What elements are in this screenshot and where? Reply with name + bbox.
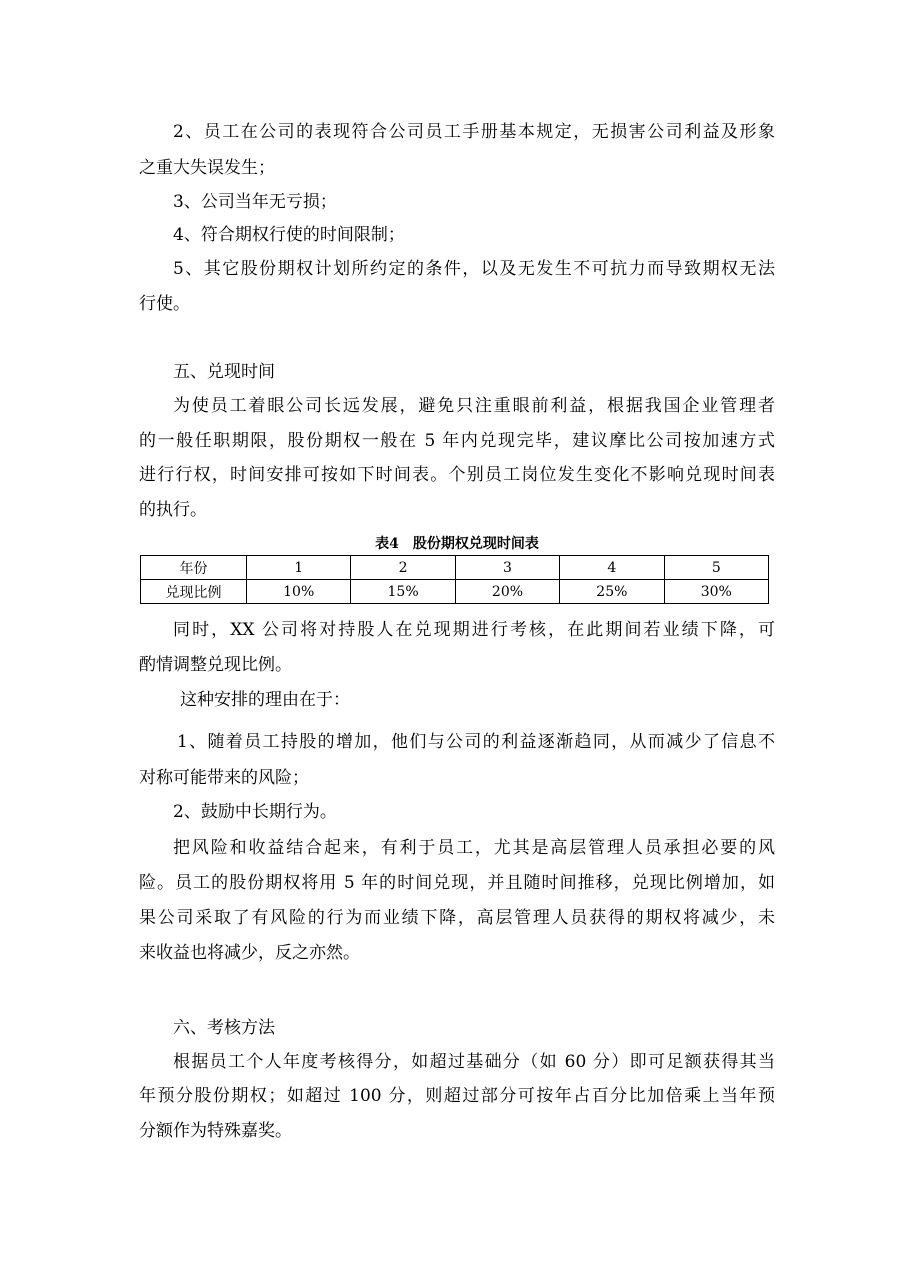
section-5-heading: 五、兑现时间 <box>173 362 275 382</box>
section-6-para-line-2: 年预分股份期权；如超过 100 分，则超过部分可按年占百分比加倍乘上当年预 <box>139 1086 775 1106</box>
risk-para-line-4: 来收益也将减少，反之亦然。 <box>139 943 360 963</box>
section-6-para-line-1: 根据员工个人年度考核得分，如超过基础分（如 60 分）即可足额获得其当 <box>173 1052 775 1072</box>
section-5-para-line-2: 的一般任职期限，股份期权一般在 5 年内兑现完毕，建议摩比公司按加速方式 <box>139 431 775 451</box>
section-5-para-line-1: 为使员工着眼公司长远发展，避免只注重眼前利益，根据我国企业管理者 <box>173 396 775 416</box>
table-cell: 4 <box>560 556 664 580</box>
table-header-cell: 兑现比例 <box>141 580 247 604</box>
section-6-para-line-3: 分额作为特殊嘉奖。 <box>139 1121 292 1141</box>
table-cell: 1 <box>247 556 351 580</box>
table-cell: 25% <box>560 580 664 604</box>
table-cell: 20% <box>455 580 559 604</box>
assessment-line-2: 酌情调整兑现比例。 <box>139 655 292 675</box>
table-cell: 10% <box>247 580 351 604</box>
table-cell: 5 <box>664 556 768 580</box>
section-5-para-line-4: 的执行。 <box>139 500 207 520</box>
condition-5-line-2: 行使。 <box>139 294 190 314</box>
reason-2: 2、鼓励中长期行为。 <box>173 802 337 822</box>
vesting-schedule-table <box>140 555 769 604</box>
table-caption: 表4 股份期权兑现时间表 <box>375 536 539 552</box>
section-6-heading: 六、考核方法 <box>173 1018 275 1038</box>
condition-4: 4、符合期权行使的时间限制； <box>173 225 405 245</box>
risk-para-line-2: 险。员工的股份期权将用 5 年的时间兑现，并且随时间推移，兑现比例增加，如 <box>139 873 775 893</box>
table-cell: 3 <box>455 556 559 580</box>
risk-para-line-3: 果公司采取了有风险的行为而业绩下降，高层管理人员获得的期权将减少，未 <box>139 908 775 928</box>
section-5-para-line-3: 进行行权，时间安排可按如下时间表。个别员工岗位发生变化不影响兑现时间表 <box>139 465 775 485</box>
condition-3: 3、公司当年无亏损； <box>173 192 337 212</box>
risk-para-line-1: 把风险和收益结合起来，有利于员工，尤其是高层管理人员承担必要的风 <box>173 838 775 858</box>
table-header-cell: 年份 <box>141 556 247 580</box>
assessment-line-1: 同时，XX 公司将对持股人在兑现期进行考核，在此期间若业绩下降，可 <box>173 620 775 640</box>
reason-intro: 这种安排的理由在于： <box>180 690 350 710</box>
table-cell: 30% <box>664 580 768 604</box>
condition-2-line-1: 2、员工在公司的表现符合公司员工手册基本规定，无损害公司利益及形象 <box>173 122 775 142</box>
table-cell: 2 <box>351 556 455 580</box>
reason-1-line-1: 1、随着员工持股的增加，他们与公司的利益逐渐趋同，从而减少了信息不 <box>177 732 775 752</box>
table-cell: 15% <box>351 580 455 604</box>
table-row <box>141 556 769 580</box>
condition-2-line-2: 之重大失误发生； <box>139 158 275 178</box>
reason-1-line-2: 对称可能带来的风险； <box>139 768 309 788</box>
condition-5-line-1: 5、其它股份期权计划所约定的条件，以及无发生不可抗力而导致期权无法 <box>173 259 775 279</box>
table-row <box>141 580 769 604</box>
